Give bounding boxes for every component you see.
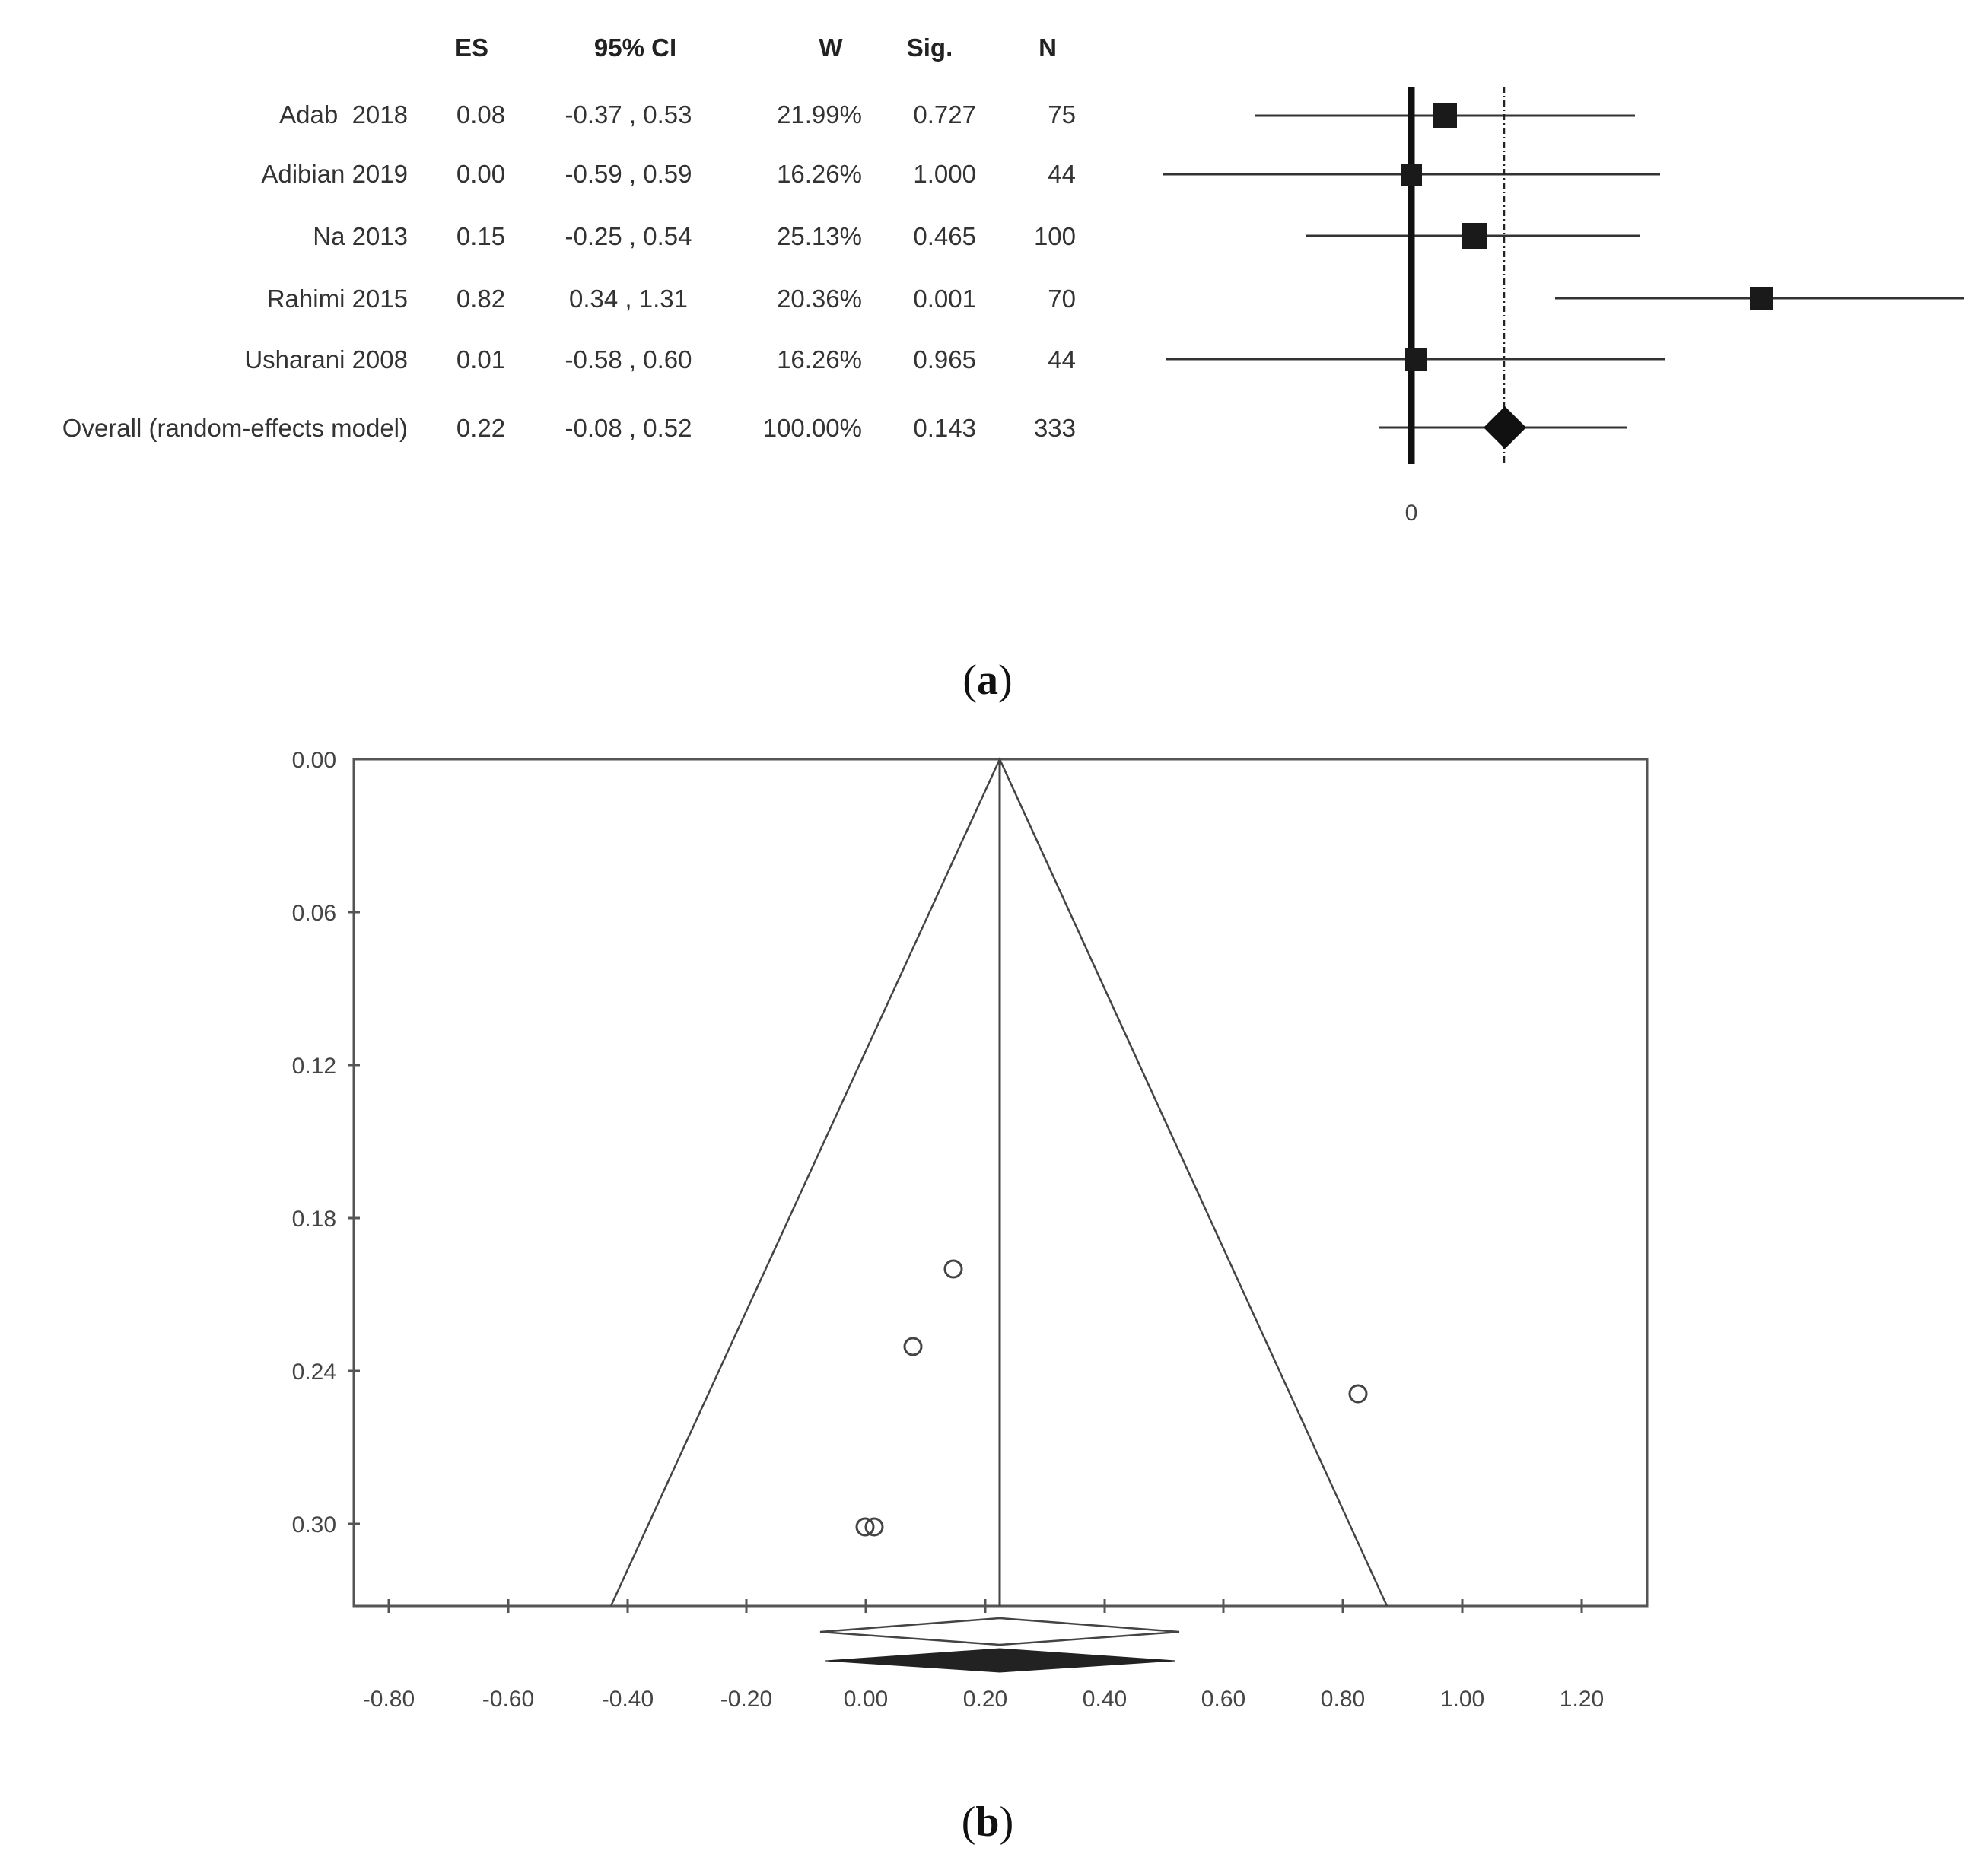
effect-marker-square	[1750, 287, 1773, 310]
effect-marker-square	[1401, 164, 1422, 186]
weight-value: 25.13%	[777, 222, 862, 250]
effect-marker-square	[1405, 348, 1427, 371]
zero-tick-label: 0	[1404, 501, 1418, 526]
es-value: 0.22	[456, 414, 506, 442]
ci-value: -0.58 , 0.60	[565, 345, 692, 374]
x-tick-label: 0.80	[1320, 1687, 1366, 1712]
study-point	[905, 1338, 921, 1355]
y-tick-label: 0.30	[291, 1512, 336, 1538]
study-point	[945, 1261, 962, 1277]
x-tick-label: -0.80	[362, 1687, 415, 1712]
effect-marker-square	[1462, 223, 1487, 249]
study-label: Na 2013	[313, 222, 408, 250]
x-tick-label: 0.40	[1082, 1687, 1128, 1712]
ci-value: -0.08 , 0.52	[565, 414, 692, 442]
header-es: ES	[454, 33, 489, 62]
forest-plot	[1163, 87, 1964, 526]
study-points	[857, 1261, 1366, 1535]
summary-diamond-filled	[825, 1649, 1175, 1672]
weight-value: 21.99%	[777, 100, 862, 129]
x-tick-label: 0.60	[1201, 1687, 1246, 1712]
y-tick-label: 0.12	[291, 1054, 336, 1079]
header-ci: 95% CI	[593, 33, 677, 62]
weight-value: 20.36%	[777, 285, 862, 313]
sig-value: 0.001	[913, 285, 976, 313]
n-value: 75	[1048, 100, 1076, 129]
y-tick-label: 0.24	[291, 1360, 336, 1385]
sig-value: 0.965	[913, 345, 976, 374]
sig-value: 0.727	[913, 100, 976, 129]
ci-value: -0.37 , 0.53	[565, 100, 692, 129]
es-value: 0.00	[456, 160, 506, 188]
study-point	[1350, 1385, 1366, 1402]
ci-value: -0.59 , 0.59	[565, 160, 692, 188]
sig-value: 1.000	[913, 160, 976, 188]
header-sig: Sig.	[906, 33, 953, 62]
overall-effect-diamond	[1484, 406, 1526, 449]
n-value: 70	[1048, 285, 1076, 313]
es-value: 0.15	[456, 222, 506, 250]
table-row	[261, 160, 1076, 188]
table-row	[279, 100, 1076, 129]
es-value: 0.01	[456, 345, 506, 374]
es-value: 0.82	[456, 285, 506, 313]
n-value: 100	[1033, 222, 1076, 250]
x-tick-label: -0.60	[482, 1687, 535, 1712]
y-tick-label: 0.00	[291, 748, 336, 773]
study-label: Rahimi 2015	[266, 285, 408, 313]
forest-table	[62, 33, 1076, 442]
study-label: Adab 2018	[279, 100, 408, 129]
x-tick-label: 0.00	[843, 1687, 889, 1712]
weight-value: 100.00%	[762, 414, 862, 442]
header-w: W	[819, 33, 843, 62]
y-axis	[292, 748, 360, 1538]
x-tick-label: 1.00	[1439, 1687, 1485, 1712]
caption-a: (a)	[962, 657, 1013, 704]
x-tick-label: -0.40	[601, 1687, 654, 1712]
effect-marker-square	[1433, 103, 1457, 128]
n-value: 44	[1048, 345, 1076, 374]
x-tick-label: -0.20	[720, 1687, 773, 1712]
sig-value: 0.143	[913, 414, 976, 442]
n-value: 44	[1048, 160, 1076, 188]
header-n: N	[1039, 33, 1057, 62]
caption-b: (b)	[961, 1798, 1014, 1846]
y-tick-label: 0.06	[291, 901, 336, 926]
x-tick-label: 0.20	[962, 1687, 1008, 1712]
table-row	[313, 222, 1076, 250]
ci-value: 0.34 , 1.31	[569, 285, 688, 313]
table-row	[244, 345, 1076, 374]
summary-diamond-open	[820, 1618, 1179, 1645]
table-row-overall	[62, 414, 1076, 442]
x-tick-label: 1.20	[1559, 1687, 1605, 1712]
study-label: Usharani 2008	[244, 345, 408, 374]
table-row	[267, 285, 1076, 313]
weight-value: 16.26%	[777, 160, 862, 188]
ci-value: -0.25 , 0.54	[565, 222, 692, 250]
sig-value: 0.465	[913, 222, 976, 250]
es-value: 0.08	[456, 100, 506, 129]
n-value: 333	[1033, 414, 1076, 442]
weight-value: 16.26%	[777, 345, 862, 374]
study-label: Adibian 2019	[261, 160, 408, 188]
study-label: Overall (random-effects model)	[62, 414, 408, 442]
y-tick-label: 0.18	[291, 1207, 336, 1232]
funnel-plot	[292, 748, 1647, 1712]
